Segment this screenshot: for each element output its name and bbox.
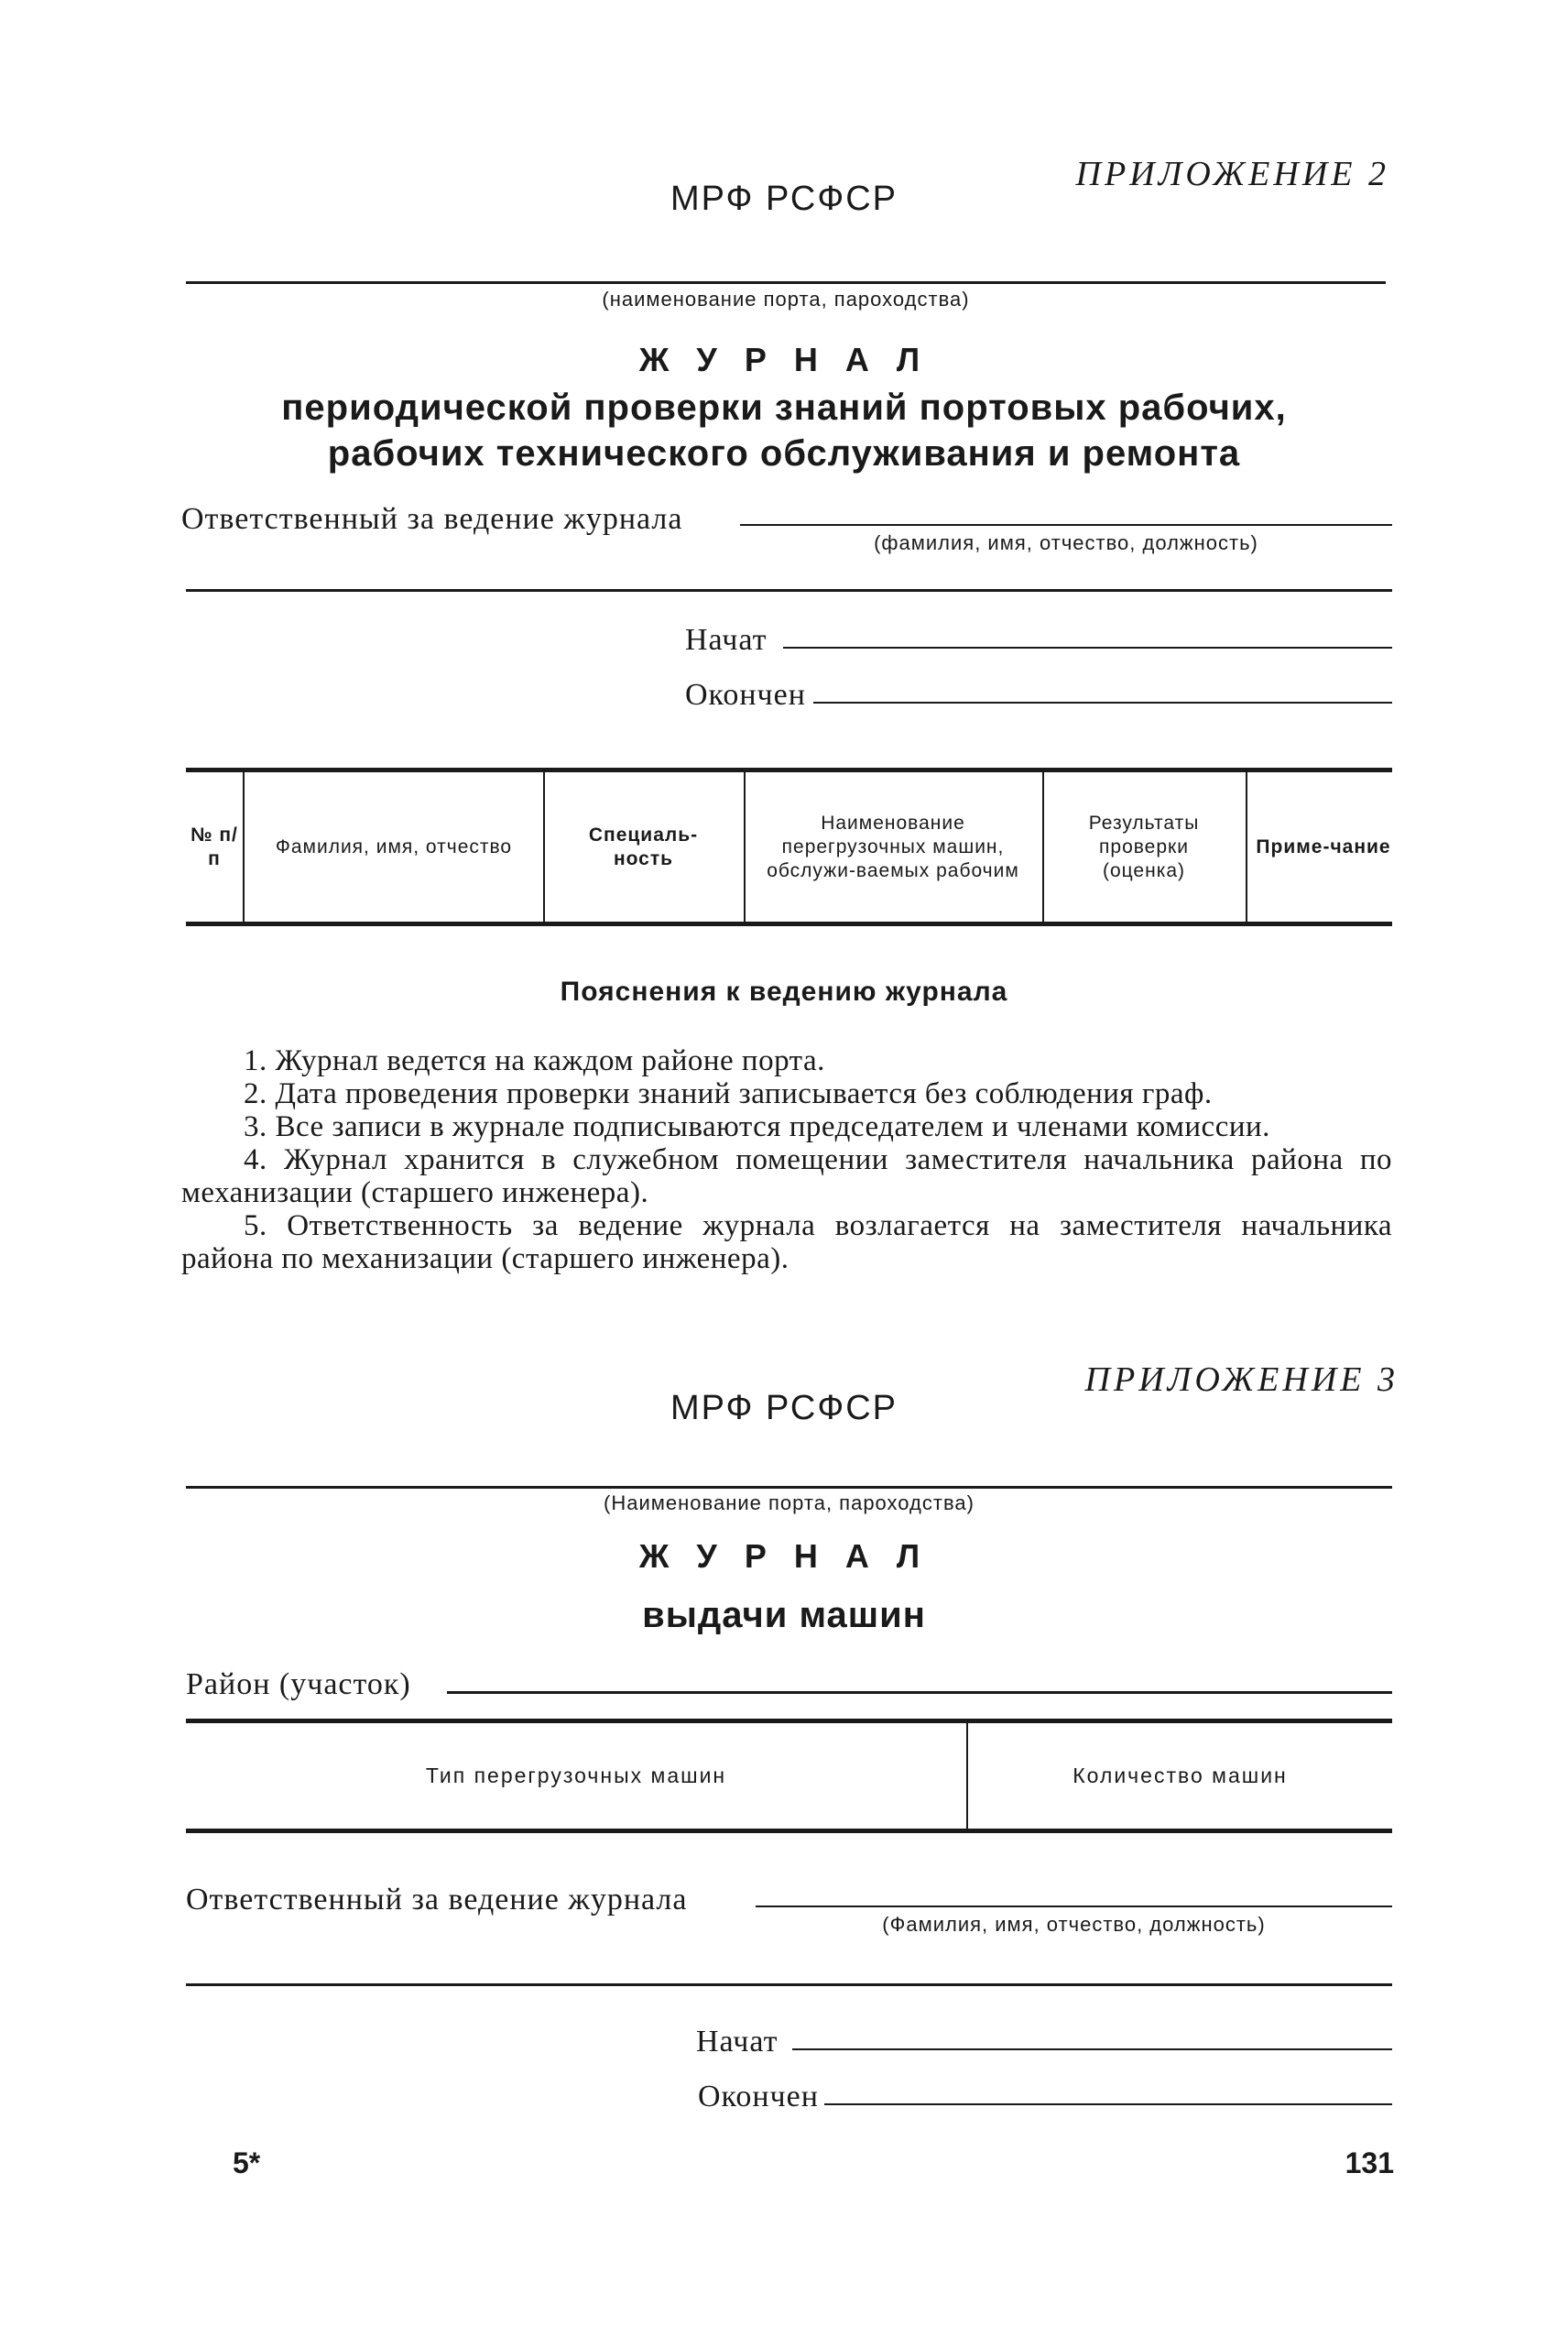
note-item: 3. Все записи в журнале подписываются председателем и членами комиссии. (244, 1110, 1270, 1143)
district-line (447, 1691, 1392, 1694)
col-header-specialty: Специаль-ность (588, 824, 699, 869)
journal-word: Ж У Р Н А Л (638, 341, 930, 378)
responsible-label: Ответственный за ведение журнала (181, 502, 683, 536)
org-name: МРФ РСФСР (670, 180, 898, 218)
port-name-caption: (Наименование порта, пароходства) (604, 1491, 975, 1514)
started-line (783, 647, 1392, 649)
table-bottom-rule (186, 922, 1392, 926)
separator-line (186, 1983, 1392, 1986)
note-item: 1. Журнал ведется на каждом районе порта. (244, 1044, 825, 1077)
separator-line (186, 589, 1392, 592)
col-header-number: № п/п (191, 824, 238, 869)
appendix-3-label: ПРИЛОЖЕНИЕ 3 (1084, 1360, 1399, 1399)
col-header-note: Приме-чание (1256, 835, 1391, 857)
signature-mark: 5* (233, 2146, 261, 2179)
started-line (792, 2048, 1392, 2050)
responsible-line (756, 1906, 1392, 1907)
col-header-machine-type: Тип перегрузочных машин (425, 1764, 727, 1787)
appendix-2-label: ПРИЛОЖЕНИЕ 2 (1075, 155, 1389, 193)
notes-heading: Пояснения к ведению журнала (560, 977, 1008, 1007)
journal-word: Ж У Р Н А Л (638, 1537, 930, 1575)
started-label: Начат (696, 2025, 779, 2058)
started-label: Начат (685, 623, 768, 657)
responsible-caption: (фамилия, имя, отчество, должность) (874, 531, 1258, 554)
responsible-label: Ответственный за ведение журнала (186, 1883, 688, 1916)
journal-title-line-2: рабочих технического обслуживания и ремонта (327, 433, 1241, 474)
port-name-caption: (наименование порта, пароходства) (602, 288, 970, 311)
journal-title-line-1: периодической проверки знаний портовых рабочих, (281, 388, 1287, 428)
journal-title: выдачи машин (642, 1595, 926, 1635)
finished-label: Окончен (685, 678, 806, 712)
page-number: 131 (1345, 2146, 1394, 2179)
org-name: МРФ РСФСР (670, 1389, 898, 1427)
notes-list (181, 1044, 1392, 1275)
responsible-line (740, 524, 1392, 526)
note-item: 4. Журнал хранится в служебном помещении заместителя начальника района по механизации (старшего инженера). (181, 1143, 1392, 1209)
note-item: 5. Ответственность за ведение журнала возлагается на заместителя начальника района по механизации (старшего инженера). (181, 1209, 1392, 1275)
finished-label: Окончен (698, 2080, 819, 2113)
col-header-results: Результаты проверки (оценка) (1088, 812, 1200, 881)
col-header-machines: Наименование перегрузочных машин, обслужи-ваемых рабочим (767, 812, 1019, 881)
col-header-full-name: Фамилия, имя, отчество (275, 835, 513, 857)
finished-line (813, 702, 1392, 704)
note-item: 2. Дата проведения проверки знаний записывается без соблюдения граф. (244, 1077, 1213, 1110)
finished-line (824, 2103, 1392, 2105)
table-bottom-rule (186, 1829, 1392, 1833)
responsible-caption: (Фамилия, имя, отчество, должность) (882, 1913, 1266, 1936)
port-name-line (186, 1486, 1392, 1489)
col-header-machine-count: Количество машин (1073, 1764, 1288, 1787)
port-name-line (186, 281, 1386, 284)
district-label: Район (участок) (186, 1667, 411, 1701)
